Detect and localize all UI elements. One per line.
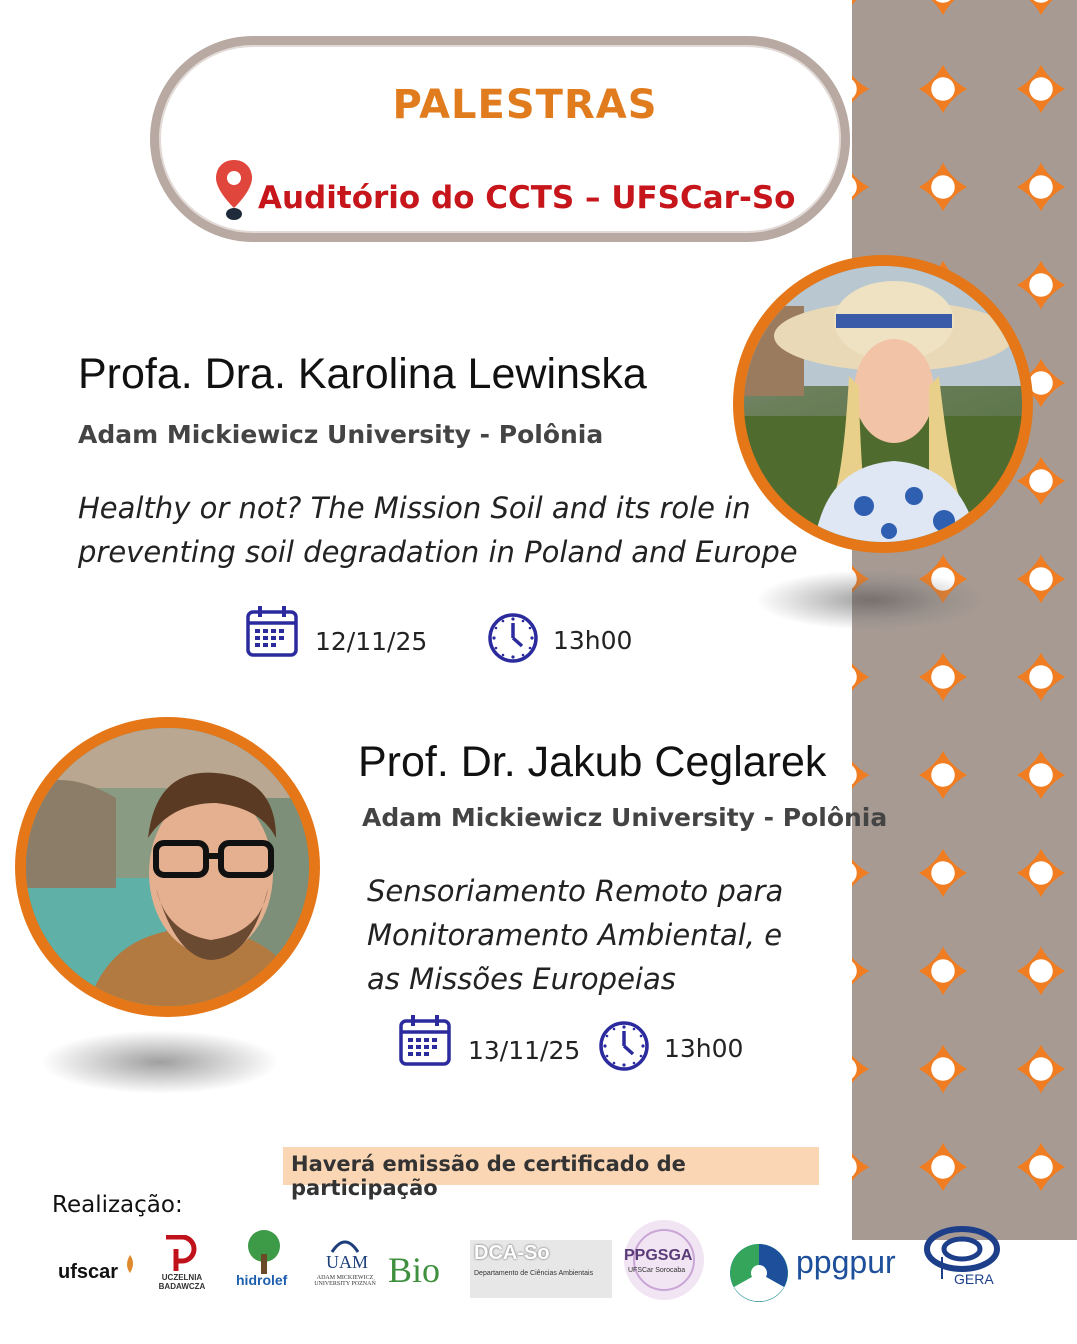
- location-pin-icon: [214, 158, 254, 222]
- pattern-dot: [1029, 1155, 1053, 1179]
- pattern-circle: [937, 867, 1047, 977]
- photo-shadow: [40, 1030, 280, 1094]
- speaker-name: Profa. Dra. Karolina Lewinska: [78, 350, 647, 398]
- hidrolef-logo: hidrolef: [230, 1228, 298, 1298]
- talk-date: 13/11/25: [468, 1036, 581, 1065]
- pattern-dot: [1029, 469, 1053, 493]
- pattern-dot: [1029, 763, 1053, 787]
- uam-logo: UAM ADAM MICKIEWICZ UNIVERSITY POZNAŃ: [312, 1232, 378, 1298]
- speaker-university: Adam Mickiewicz University - Polônia: [78, 420, 604, 449]
- pattern-dot: [1029, 959, 1053, 983]
- talk-date: 12/11/25: [315, 627, 428, 656]
- pattern-dot: [1029, 77, 1053, 101]
- talk-title-line: as Missões Europeias: [367, 962, 676, 996]
- pattern-circle: [937, 769, 1047, 879]
- pattern-dot: [931, 175, 955, 199]
- uczelnia-emblem-icon: [152, 1235, 212, 1273]
- clock-icon: [598, 1020, 650, 1072]
- pattern-dot: [931, 77, 955, 101]
- speaker-photo: [15, 717, 320, 1017]
- calendar-icon: [398, 1013, 452, 1067]
- pattern-dot: [931, 763, 955, 787]
- certificate-notice: [283, 1147, 819, 1200]
- pattern-circle: [937, 965, 1047, 1075]
- ufscar-logo: ufscar: [58, 1255, 143, 1295]
- calendar-icon: [245, 604, 299, 658]
- pattern-dot: [1029, 861, 1053, 885]
- uczelnia-logo: UCZELNIA BADAWCZA: [152, 1235, 212, 1297]
- gera-logo: GERA: [912, 1225, 1012, 1303]
- talk-title: [78, 486, 798, 574]
- pattern-dot: [1029, 1057, 1053, 1081]
- pattern-dot: [1029, 567, 1053, 591]
- clock-icon: [487, 612, 539, 664]
- ppgpur-logo: ppgpur: [728, 1242, 908, 1304]
- talk-title-line: Sensoriamento Remoto para: [367, 874, 784, 908]
- pattern-dot: [931, 665, 955, 689]
- certificate-text: Haverá emissão de certificado de participação: [291, 1152, 686, 1200]
- talk-title: [367, 869, 783, 1001]
- pattern-dot: [931, 1057, 955, 1081]
- venue-text: Auditório do CCTS – UFSCar-So: [258, 180, 796, 216]
- talk-time: 13h00: [664, 1034, 744, 1063]
- pattern-circle: [937, 83, 1047, 193]
- speaker-university: Adam Mickiewicz University - Polônia: [362, 803, 888, 832]
- ppgsga-logo: PPGSGA UFSCar Sorocaba: [618, 1215, 710, 1305]
- speaker-portrait: [26, 728, 311, 1013]
- speaker-name: Prof. Dr. Jakub Ceglarek: [358, 738, 827, 786]
- talk-title-line: Monitoramento Ambiental, e: [367, 918, 783, 952]
- pattern-circle: [937, 1063, 1047, 1173]
- pattern-dot: [1029, 175, 1053, 199]
- talk-time: 13h00: [553, 626, 633, 655]
- talk-title-line: preventing soil degradation in Poland and Europe: [78, 535, 798, 569]
- bio-logo: Bio: [388, 1250, 441, 1290]
- page-title: PALESTRAS: [392, 82, 658, 128]
- ppgpur-emblem-icon: [728, 1242, 790, 1304]
- pattern-dot: [1029, 371, 1053, 395]
- pattern-dot: [1029, 273, 1053, 297]
- pattern-dot: [931, 959, 955, 983]
- tree-icon: [230, 1228, 298, 1276]
- talk-title-line: Healthy or not? The Mission Soil and its role in: [78, 491, 751, 525]
- pattern-dot: [1029, 665, 1053, 689]
- flame-icon: [122, 1255, 138, 1275]
- pattern-circle: [937, 671, 1047, 781]
- photo-shadow: [755, 570, 985, 630]
- pattern-dot: [931, 861, 955, 885]
- pattern-dot: [931, 1155, 955, 1179]
- dca-logo: DCA-So Departamento de Ciências Ambientais: [470, 1240, 612, 1298]
- realizacao-label: Realização:: [52, 1192, 183, 1218]
